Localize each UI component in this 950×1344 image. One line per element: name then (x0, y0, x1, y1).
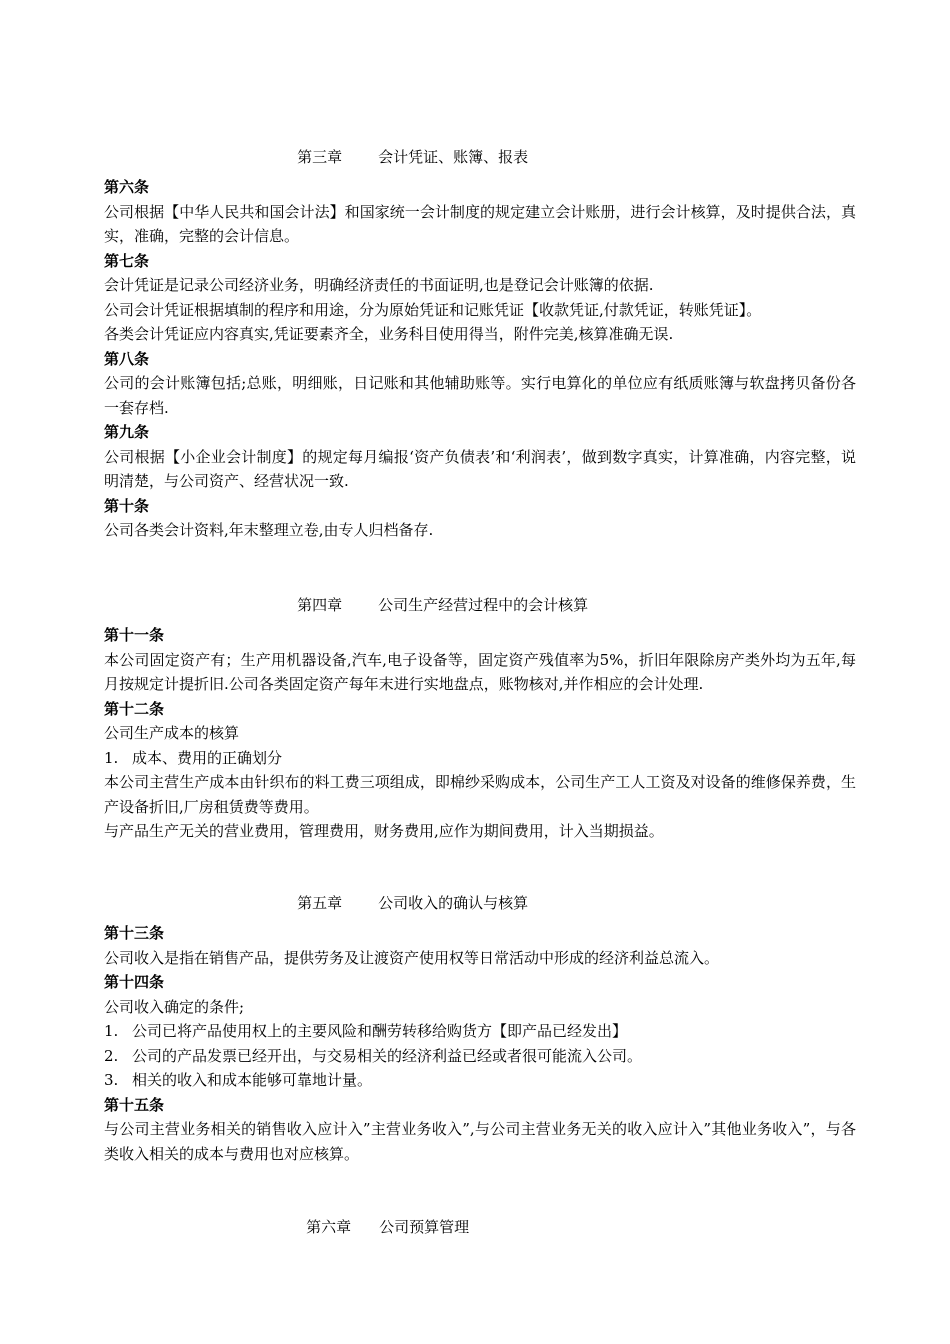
list-text: 成本、费用的正确划分 (132, 748, 283, 767)
article-heading: 第十四条 (104, 973, 165, 991)
article-paragraph: 公司各类会计资料,年末整理立卷,由专人归档备存. (104, 521, 434, 539)
list-item (104, 1019, 856, 1044)
section-chapter-5 (104, 921, 856, 1166)
chapter-6-heading (287, 1197, 469, 1257)
article-heading: 第七条 (104, 251, 150, 270)
article-paragraph: 公司收入是指在销售产品，提供劳务及让渡资产使用权等日常活动中形成的经济利益总流入。 (104, 948, 720, 967)
list-text: 公司已将产品使用权上的主要风险和酬劳转移给购货方【即产品已经发出】 (132, 1022, 628, 1040)
article-heading: 第八条 (104, 349, 150, 368)
article-paragraph: 公司生产成本的核算 (104, 724, 240, 742)
article-paragraph: 与产品生产无关的营业费用，管理费用，财务费用,应作为期间费用，计入当期损益。 (104, 822, 664, 840)
list-text: 相关的收入和成本能够可靠地计量。 (132, 1071, 373, 1089)
list-item (104, 1044, 856, 1069)
article-paragraph: 会计凭证是记录公司经济业务，明确经济责任的书面证明,也是登记会计账簿的依据. (104, 276, 654, 294)
section-chapter-3 (104, 175, 856, 543)
article-heading: 第十五条 (104, 1095, 165, 1114)
chapter-number: 第五章 (297, 894, 343, 912)
list-item (104, 1068, 856, 1093)
list-number: 1. (104, 748, 119, 767)
chapter-number: 第六章 (306, 1218, 352, 1236)
article-paragraph: 公司的会计账簿包括;总账，明细账，日记账和其他辅助账等。实行电算化的单位应有纸质账簿与软盘拷贝备份各一套存档. (104, 374, 856, 417)
chapter-number: 第三章 (297, 148, 343, 166)
article-paragraph: 与公司主营业务相关的销售收入应计入”主营业务收入”,与公司主营业务无关的收入应计入”其他业务收入”，与各类收入相关的成本与费用也对应核算。 (104, 1120, 856, 1163)
article-paragraph: 公司收入确定的条件; (104, 997, 245, 1016)
chapter-number: 第四章 (297, 596, 343, 614)
list-number: 3. (104, 1071, 119, 1089)
article-heading: 第十条 (104, 496, 150, 515)
list-number: 2. (104, 1046, 119, 1065)
article-heading: 第十三条 (104, 924, 165, 942)
chapter-title: 公司生产经营过程中的会计核算 (378, 596, 589, 614)
list-number: 1. (104, 1022, 119, 1040)
article-paragraph: 公司根据【小企业会计制度】的规定每月编报‘资产负债表’和‘利润表’，做到数字真实，计算准确，内容完整，说明清楚，与公司资产、经营状况一致. (104, 447, 856, 490)
article-paragraph: 本公司主营生产成本由针织布的料工费三项组成，即棉纱采购成本，公司生产工人工资及对设备的维修保养费，生产设备折旧,厂房租赁费等费用。 (104, 773, 856, 816)
section-chapter-4 (104, 623, 856, 844)
article-paragraph: 公司根据【中华人民共和国会计法】和国家统一会计制度的规定建立会计账册，进行会计核算，及时提供合法，真实，准确，完整的会计信息。 (104, 202, 856, 245)
article-paragraph: 各类会计凭证应内容真实,凭证要素齐全，业务科目使用得当，附件完美,核算准确无误. (104, 325, 674, 343)
chapter-title: 会计凭证、账簿、报表 (378, 148, 529, 166)
chapter-title: 公司收入的确认与核算 (378, 894, 529, 912)
chapter-title: 公司预算管理 (379, 1218, 470, 1236)
article-heading: 第十一条 (104, 626, 165, 644)
article-heading: 第九条 (104, 423, 150, 441)
article-heading: 第十二条 (104, 699, 165, 718)
list-item (104, 746, 856, 771)
article-heading: 第六条 (104, 178, 150, 196)
list-text: 公司的产品发票已经开出，与交易相关的经济利益已经或者很可能流入公司。 (132, 1046, 643, 1065)
article-paragraph: 公司会计凭证根据填制的程序和用途，分为原始凭证和记账凭证【收款凭证,付款凭证，转账凭证】。 (104, 300, 762, 319)
article-paragraph: 本公司固定资产有；生产用机器设备,汽车,电子设备等，固定资产残值率为5%，折旧年限除房产类外均为五年,每月按规定计提折旧.公司各类固定资产每年末进行实地盘点，账物核对,并作相应的会计处理. (104, 650, 856, 693)
